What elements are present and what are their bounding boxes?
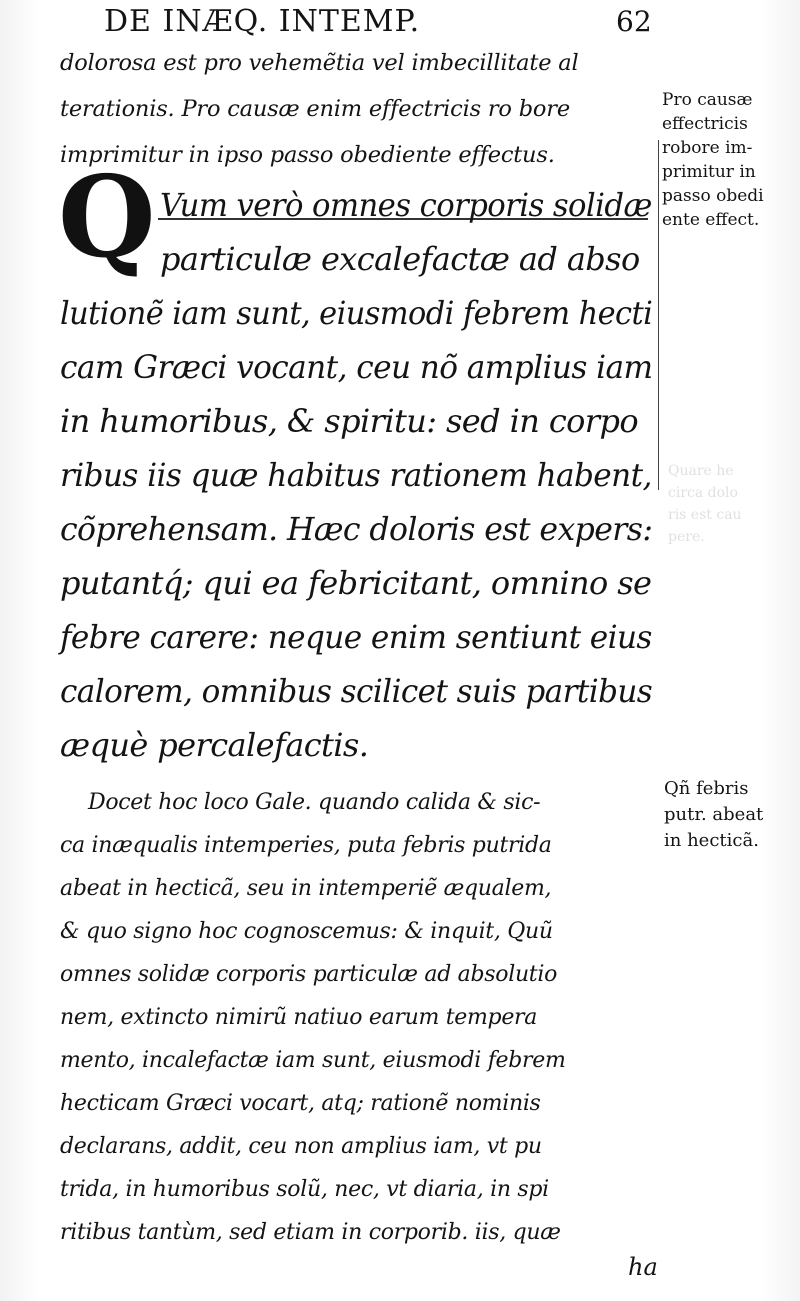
commentary-line: & quo signo hoc cognoscemus: & inquit, Quũ (60, 919, 553, 944)
text-line: terationis. Pro causæ enim effectricis ro bore (60, 96, 570, 122)
commentary-line: ca inæqualis intemperies, puta febris putrida (60, 833, 552, 858)
commentary-line: abeat in hecticã, seu in intemperiẽ æqualem, (60, 876, 552, 901)
bleed-through-text (668, 460, 798, 780)
text-line: æquè percalefactis. (60, 726, 369, 764)
page-header (64, 2, 664, 46)
commentary-line: trida, in humoribus solũ, nec, vt diaria, in spi (60, 1177, 549, 1202)
drop-cap: Q (58, 152, 156, 283)
margin-note-line: effectricis (662, 114, 748, 134)
page-number: 62 (616, 5, 652, 38)
margin-note (662, 88, 764, 232)
commentary-line: mento, incalefactæ iam sunt, eiusmodi febrem (60, 1048, 566, 1073)
bleed-line: Quare he (668, 463, 734, 479)
margin-note-line: passo obedi (662, 186, 764, 206)
bleed-line: ris est cau (668, 507, 742, 523)
text-line: ribus iis quæ habitus rationem habent, (60, 456, 652, 494)
margin-note-line: Qñ febris (664, 778, 749, 799)
text-line: febre carere: neque enim sentiunt eius (60, 618, 652, 656)
margin-note-line: Pro causæ (662, 90, 753, 110)
commentary-line: ritibus tantùm, sed etiam in corporib. iis, quæ (60, 1220, 561, 1245)
text-line: cam Græci vocant, ceu nõ amplius iam (60, 348, 653, 386)
text-line: putantq́; qui ea febricitant, omnino se (60, 564, 652, 602)
text-line: calorem, omnibus scilicet suis partibus (60, 672, 653, 710)
margin-note-line: ente effect. (662, 210, 760, 230)
running-head: DE INÆQ. INTEMP. (104, 4, 421, 39)
text-line: imprimitur in ipso passo obediente effectus. (60, 142, 555, 168)
bleed-line: circa dolo (668, 485, 738, 501)
catchword: ha (628, 1253, 658, 1281)
commentary-line: hecticam Græci vocart, atq; rationẽ nominis (60, 1091, 541, 1116)
margin-note-line: putr. abeat (664, 804, 764, 825)
margin-note-line: in hecticã. (664, 830, 759, 851)
bleed-line: pere. (668, 529, 705, 545)
commentary-line: nem, extincto nimirũ natiuo earum tempera (60, 1005, 538, 1030)
text-line: particulæ excalefactæ ad abso (160, 240, 640, 278)
margin-note (664, 776, 763, 854)
margin-note-line: robore im- (662, 138, 753, 158)
commentary-line: omnes solidæ corporis particulæ ad absolutio (60, 962, 558, 987)
text-line: dolorosa est pro vehemẽtia vel imbecillitate al (60, 50, 579, 76)
margin-note-line: primitur in (662, 162, 756, 182)
text-line: Vum verò omnes corporis solidæ (160, 186, 652, 224)
text-line: lutionẽ iam sunt, eiusmodi febrem hecti (60, 294, 653, 332)
commentary-line: declarans, addit, ceu non amplius iam, vt pu (60, 1134, 542, 1159)
text-line: in humoribus, & spiritu: sed in corpo (60, 402, 639, 440)
text-line: cõprehensam. Hæc doloris est expers: (60, 510, 653, 548)
commentary-line: Docet hoc loco Gale. quando calida & sic- (88, 790, 541, 815)
